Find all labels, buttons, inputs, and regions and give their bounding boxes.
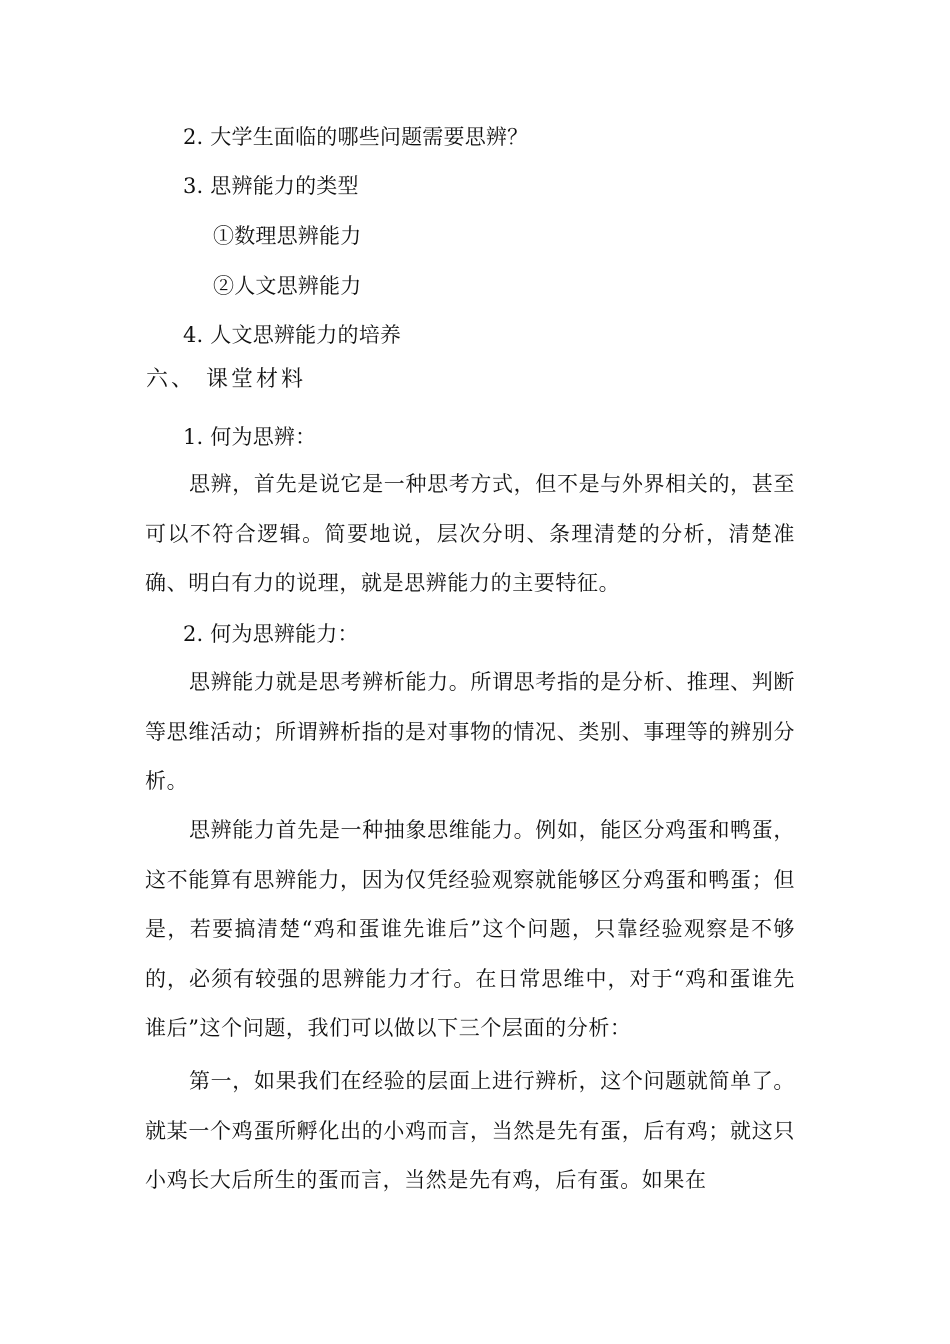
list-item-3: 3. 思辨能力的类型 xyxy=(183,174,359,198)
paragraph-1: 思辨，首先是说它是一种思考方式，但不是与外界相关的，甚至可以不符合逻辑。简要地说，层次分明、条理清楚的分析，清楚准确、明白有力的说理，就是思辨能力的主要特征。 xyxy=(145,472,795,595)
paragraph-3: 思辨能力首先是一种抽象思维能力。例如，能区分鸡蛋和鸭蛋，这不能算有思辨能力，因为仅凭经验观察就能够区分鸡蛋和鸭蛋；但是，若要搞清楚“鸡和蛋谁先谁后”这个问题，只靠经验观察是不够的，必须有较强的思辨能力才行。在日常思维中，对于“鸡和蛋谁先谁后”这个问题，我们可以做以下三个层面的分析： xyxy=(145,818,795,1040)
sub-item-1: ①数理思辨能力 xyxy=(213,224,362,248)
question-1: 1. 何为思辨： xyxy=(183,425,317,449)
sub-item-2: ②人文思辨能力 xyxy=(213,274,362,298)
list-item-2: 2. 大学生面临的哪些问题需要思辨？ xyxy=(183,125,529,149)
section-heading: 六、 课堂材料 xyxy=(146,367,306,392)
paragraph-4: 第一，如果我们在经验的层面上进行辨析，这个问题就简单了。就某一个鸡蛋所孵化出的小鸡而言，当然是先有蛋，后有鸡；就这只小鸡长大后所生的蛋而言，当然是先有鸡，后有蛋。如果在 xyxy=(145,1069,795,1192)
paragraph-2: 思辨能力就是思考辨析能力。所谓思考指的是分析、推理、判断等思维活动；所谓辨析指的是对事物的情况、类别、事理等的辨别分析。 xyxy=(145,670,795,793)
list-item-4: 4. 人文思辨能力的培养 xyxy=(183,323,402,347)
question-2: 2. 何为思辨能力： xyxy=(183,622,359,646)
